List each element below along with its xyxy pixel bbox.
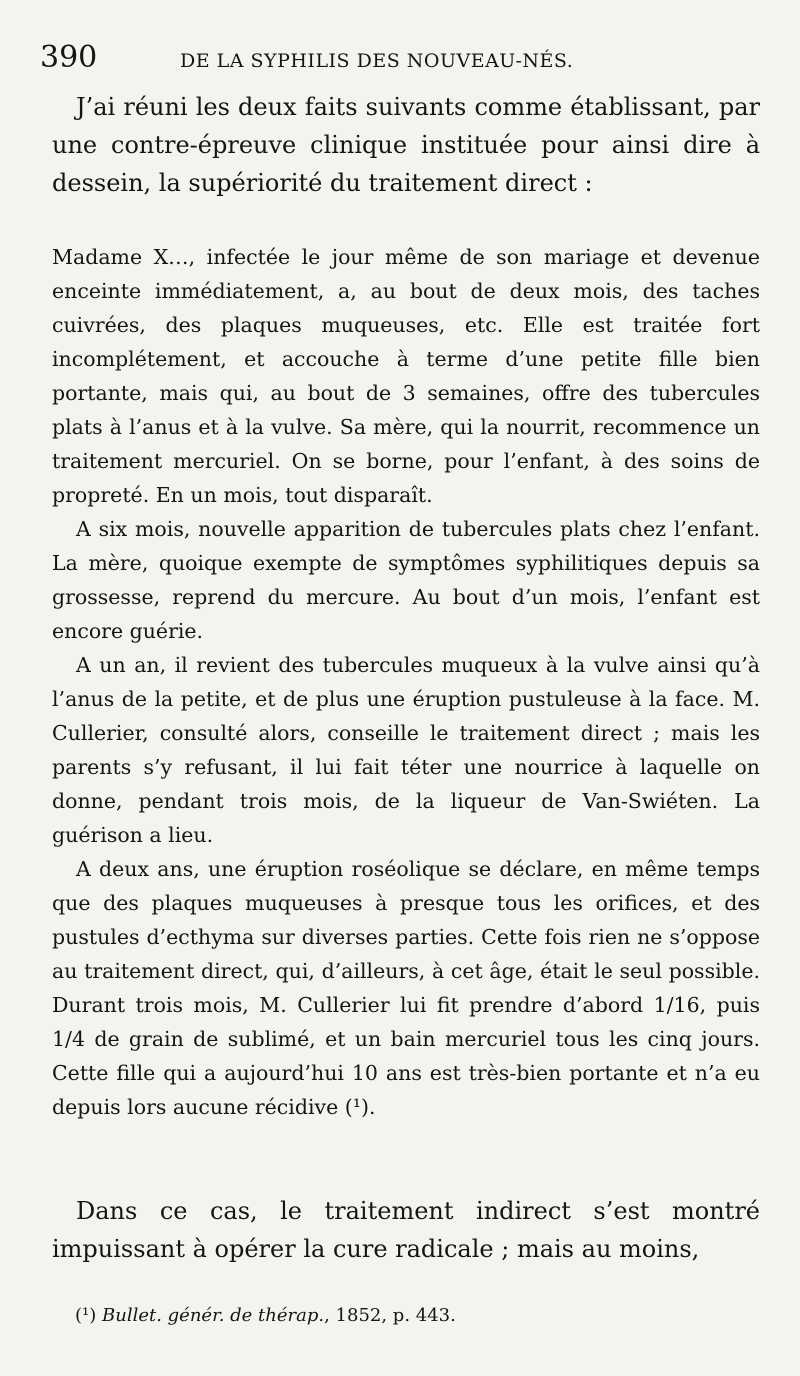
page-header	[40, 38, 760, 78]
case-paragraph-2: A six mois, nouvelle apparition de tubercules plats chez l’enfant. La mère, quoique exempte de symptômes syphilitiques depuis sa grossesse, reprend du mercure. Au bout d’un mois, l’enfant est encore guérie.	[52, 517, 760, 643]
running-title: DE LA SYPHILIS DES NOUVEAU-NÉS.	[180, 50, 574, 72]
footnote-marker: (¹)	[75, 1305, 97, 1326]
conclusion-paragraph: Dans ce cas, le traitement indirect s’est montré impuissant à opérer la cure radicale ; mais au moins,	[52, 1197, 760, 1263]
case-paragraph-4: A deux ans, une éruption roséolique se déclare, en même temps que des plaques muqueuses à presque tous les orifices, et des pustules d’ecthyma sur diverses parties. Cette fois rien ne s’oppose au traitement direct, qui, d’ailleurs, à cet âge, était le seul possible. Durant trois mois, M. Cullerier lui fit prendre d’abord 1/16, puis 1/4 de grain de sublimé, et un bain mercuriel tous les cinq jours. Cette fille qui a aujourd’hui 10 ans est très-bien portante et n’a eu depuis lors aucune récidive (¹).	[52, 857, 760, 1119]
intro-paragraph: J’ai réuni les deux faits suivants comme établissant, par une contre-épreuve clinique instituée pour ainsi dire à dessein, la supériorité du traitement direct :	[52, 93, 760, 197]
case-paragraph-1: Madame X…, infectée le jour même de son mariage et devenue enceinte immédiatement, a, au bout de deux mois, des taches cuivrées, des plaques muqueuses, etc. Elle est traitée fort incomplétement, et accouche à terme d’une petite fille bien portante, mais qui, au bout de 3 semaines, offre des tubercules plats à l’anus et à la vulve. Sa mère, qui la nourrit, recommence un traitement mercuriel. On se borne, pour l’enfant, à des soins de propreté. En un mois, tout disparaît.	[52, 245, 760, 507]
case-paragraph-3: A un an, il revient des tubercules muqueux à la vulve ainsi qu’à l’anus de la petite, et de plus une éruption pustuleuse à la face. M. Cullerier, consulté alors, conseille le traitement direct ; mais les parents s’y refusant, il lui fait téter une nourrice à laquelle on donne, pendant trois mois, de la liqueur de Van-Swiéten. La guérison a lieu.	[52, 653, 760, 847]
footnote-details: , 1852, p. 443.	[324, 1305, 456, 1326]
page-number: 390	[40, 40, 98, 75]
footnote-source: Bullet. génér. de thérap.	[102, 1305, 325, 1326]
footnote	[75, 1302, 760, 1330]
